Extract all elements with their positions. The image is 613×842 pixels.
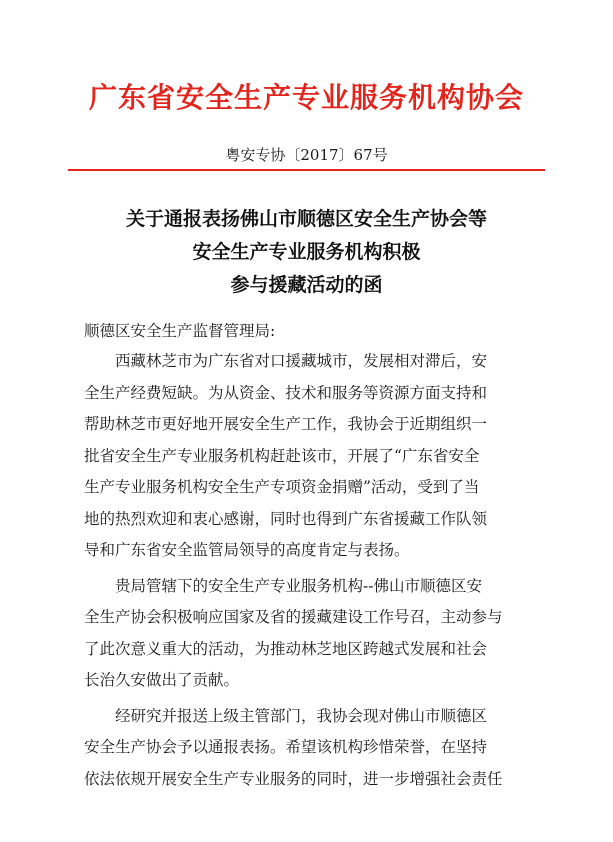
- title-line: 安全生产专业服务机构积极: [192, 241, 421, 263]
- body-line: 依法依规开展安全生产专业服务的同时，进一步增强社会责任: [84, 769, 503, 788]
- body-line: 地的热烈欢迎和衷心感谢，同时也得到广东省援藏工作队领: [84, 509, 488, 528]
- document-title: [70, 203, 543, 302]
- body-paragraph: [84, 346, 544, 567]
- body-line: 了此次意义重大的活动，为推动林芝地区跨越式发展和社会: [84, 639, 488, 658]
- body-line: 导和广东省安全监管局领导的高度肯定与表扬。: [84, 541, 410, 559]
- body-line: 安全生产协会予以通报表扬。希望该机构珍惜荣誉，在坚持: [84, 738, 488, 756]
- body-line: 全生产协会积极响应国家及省的援藏建设工作号召，主动参与: [84, 608, 503, 626]
- letterhead-divider: [68, 169, 545, 171]
- body-line: 经研究并报送上级主管部门，我协会现对佛山市顺德区: [115, 706, 488, 725]
- body-line: 批省安全生产专业服务机构赶赴该市，开展了“广东省安全: [84, 446, 480, 465]
- body-paragraph: [84, 571, 544, 697]
- document-number: 粤安专协〔2017〕67号: [225, 146, 388, 164]
- organization-letterhead: 广东省安全生产专业服务机构协会: [88, 81, 524, 114]
- letter-body: [84, 346, 544, 795]
- recipient-salutation: 顺德区安全生产监督管理局:: [84, 322, 276, 340]
- title-line: 参与援藏活动的函: [230, 274, 383, 296]
- title-line: 关于通报表扬佛山市顺德区安全生产协会等: [125, 208, 487, 230]
- body-line: 贵局管辖下的安全生产专业服务机构--佛山市顺德区安: [115, 576, 482, 595]
- body-line: 长治久安做出了贡献。: [84, 671, 240, 689]
- body-line: 西藏林芝市为广东省对口援藏城市，发展相对滞后，安: [115, 352, 488, 370]
- body-line: 生产专业服务机构安全生产专项资金捐赠”活动，受到了当: [84, 478, 480, 496]
- body-line: 全生产经费短缺。为从资金、技术和服务等资源方面支持和: [84, 383, 488, 402]
- body-line: 帮助林芝市更好地开展安全生产工作，我协会于近期组织一: [84, 415, 488, 433]
- body-paragraph: [84, 701, 544, 796]
